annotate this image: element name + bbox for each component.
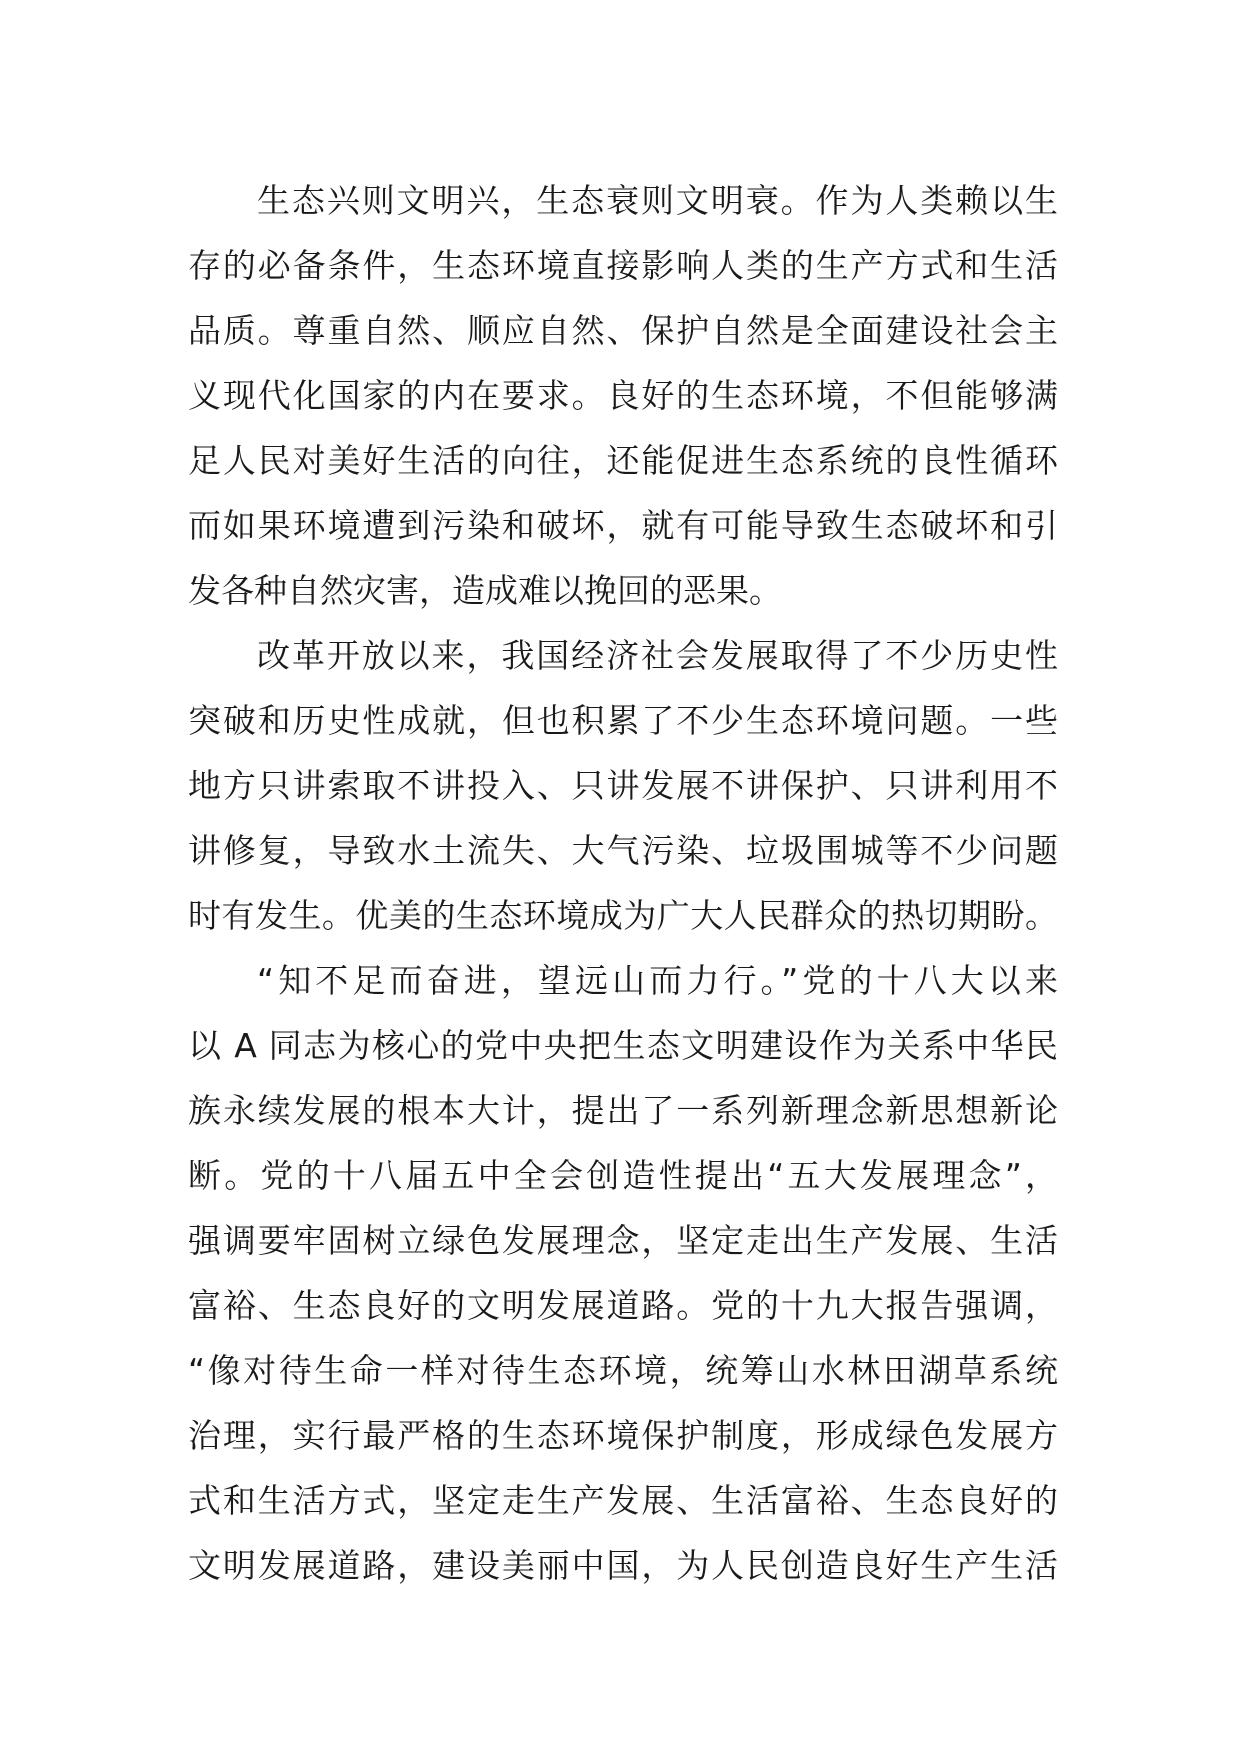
paragraph-1 [188, 168, 1058, 623]
text-line: 强调要牢固树立绿色发展理念，坚定走出生产发展、生活 [188, 1221, 1058, 1260]
text-line: 断。党的十八届五中全会创造性提出“五大发展理念”， [188, 1156, 1058, 1195]
text-line: 式和生活方式，坚定走生产发展、生活富裕、生态良好的 [188, 1481, 1058, 1520]
text-line: 义现代化国家的内在要求。良好的生态环境，不但能够满 [188, 376, 1058, 415]
text-line: 治理，实行最严格的生态环境保护制度，形成绿色发展方 [188, 1416, 1058, 1455]
text-line: 地方只讲索取不讲投入、只讲发展不讲保护、只讲利用不 [188, 766, 1058, 805]
paragraph-2 [188, 623, 1058, 948]
body-text [188, 168, 1058, 1598]
text-line: 足人民对美好生活的向往，还能促进生态系统的良性循环 [188, 441, 1058, 480]
text-line: 改革开放以来，我国经济社会发展取得了不少历史性 [257, 636, 1058, 675]
text-line: 讲修复，导致水土流失、大气污染、垃圾围城等不少问题 [188, 831, 1058, 870]
text-line: 文明发展道路，建设美丽中国，为人民创造良好生产生活 [188, 1546, 1058, 1585]
text-line: 发各种自然灾害，造成难以挽回的恶果。 [188, 571, 782, 610]
text-line: “像对待生命一样对待生态环境，统筹山水林田湖草系统 [188, 1351, 1058, 1390]
text-line: 突破和历史性成就，但也积累了不少生态环境问题。一些 [188, 701, 1058, 740]
text-line: 族永续发展的根本大计，提出了一系列新理念新思想新论 [188, 1091, 1058, 1130]
text-line: 时有发生。优美的生态环境成为广大人民群众的热切期盼。 [188, 896, 1058, 935]
text-line: “知不足而奋进，望远山而力行。”党的十八大以来 [257, 961, 1058, 1000]
text-line: 生态兴则文明兴，生态衰则文明衰。作为人类赖以生 [257, 181, 1058, 220]
text-line: 存的必备条件，生态环境直接影响人类的生产方式和生活 [188, 246, 1058, 285]
text-line: 富裕、生态良好的文明发展道路。党的十九大报告强调， [188, 1286, 1058, 1325]
text-line: 以 A 同志为核心的党中央把生态文明建设作为关系中华民 [188, 1026, 1058, 1065]
text-line: 品质。尊重自然、顺应自然、保护自然是全面建设社会主 [188, 311, 1058, 350]
paragraph-3 [188, 948, 1058, 1598]
text-line: 而如果环境遭到污染和破坏，就有可能导致生态破坏和引 [188, 506, 1058, 545]
